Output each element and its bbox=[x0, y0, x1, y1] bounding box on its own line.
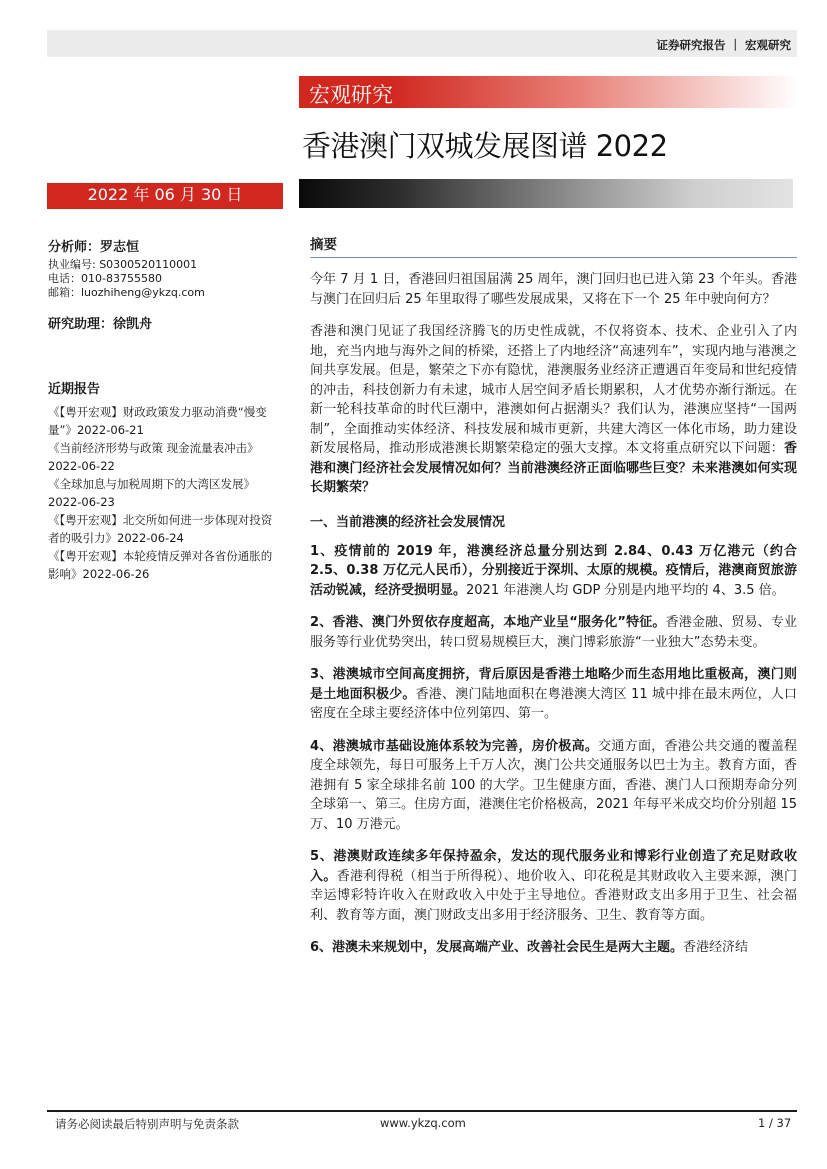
recent-report-item[interactable]: 《全球加息与加税周期下的大湾区发展》2022-06-23 bbox=[48, 477, 255, 509]
finding-text: 香港利得税（相当于所得税）、地价收入、印花税是其财政收入主要来源，澳门幸运博彩特许收入在财政收入中处于主导地位。香港财政支出多用于卫生、社会福利、教育等方面，澳门财政支出多用于经济服务、卫生、教育等方面。 bbox=[310, 868, 797, 923]
sidebar bbox=[48, 236, 288, 583]
abstract-paragraph-2 bbox=[310, 322, 797, 498]
decorative-gradient-bar bbox=[299, 179, 793, 208]
page-number: 1 / 37 bbox=[758, 1116, 792, 1130]
recent-report-item[interactable]: 《【粤开宏观】北交所如何进一步体现对投资者的吸引力》2022-06-24 bbox=[48, 513, 273, 545]
finding-headline: 2、香港、澳门外贸依存度超高，本地产业呈“服务化”特征。 bbox=[310, 615, 666, 630]
section-heading: 一、当前港澳的经济社会发展情况 bbox=[310, 514, 506, 530]
finding-text: 香港经济结 bbox=[683, 940, 749, 955]
analyst-cert: 执业编号: S0300520110001 bbox=[48, 258, 198, 271]
analyst-email[interactable]: 邮箱：luozhiheng@ykzq.com bbox=[48, 286, 205, 299]
analyst-name: 分析师：罗志恒 bbox=[48, 240, 140, 255]
finding-headline: 4、港澳城市基础设施体系较为完善，房价极高。 bbox=[310, 738, 599, 754]
finding-item bbox=[310, 613, 797, 652]
recent-report-item[interactable]: 《【粤开宏观】本轮疫情反弹对各省份通胀的影响》2022-06-26 bbox=[48, 549, 273, 581]
finding-text: 香港金融、贸易、专业服务等行业优势突出，转口贸易规模巨大，澳门博彩旅游“一业独大”态势未变。 bbox=[310, 615, 797, 650]
footer-divider bbox=[47, 1110, 797, 1112]
header-bar bbox=[47, 30, 797, 57]
finding-item bbox=[310, 847, 797, 925]
paragraph-text: 香港和澳门见证了我国经济腾飞的历史性成就，不仅将资本、技术、企业引入了内地，充当内地与海外之间的桥梁，还搭上了内地经济“高速列车”，实现内地与港澳之间共享发展。但是，繁荣之下亦有隐忧，港澳服务业经济正遭遇百年变局和世纪疫情的冲击，科技创新力有未逮，城市人居空间矛盾长期累积，人才优势亦渐行渐远。在新一轮科技革命的时代巨潮中，港澳如何占据潮头？我们认为，港澳应坚持“一国两制”，全面推动实体经济、科技发展和城市更新，共建大湾区一体化市场，助力建设新发展格局，推动形成港澳长期繁荣稳定的强大支撑。本文将重点研究以下问题： bbox=[310, 324, 797, 456]
recent-report-item[interactable]: 《当前经济形势与政策 现金流量表冲击》2022-06-22 bbox=[48, 441, 259, 473]
finding-text: 香港、澳门陆地面积在粤港澳大湾区 11 城中排在最末两位，人口密度在全球主要经济体中位列第四、第一。 bbox=[310, 686, 797, 721]
abstract-divider bbox=[310, 257, 797, 258]
report-date: 2022 年 06 月 30 日 bbox=[47, 183, 283, 207]
main-content bbox=[310, 233, 797, 971]
finding-text: 2021 年港澳人均 GDP 分别是内地平均的 4、3.5 倍。 bbox=[466, 582, 785, 598]
recent-reports-list bbox=[48, 403, 280, 583]
finding-headline: 5、港澳财政连续多年保持盈余，发达的现代服务业和博彩行业创造了充足财政收入。 bbox=[310, 849, 797, 884]
abstract-paragraph-1: 今年 7 月 1 日，香港回归祖国届满 25 周年，澳门回归也已进入第 23 个年头。香港与澳门在回归后 25 年里取得了哪些发展成果，又将在下一个 25 年中驶向何方？ bbox=[310, 272, 797, 307]
research-assistant: 研究助理：徐凯舟 bbox=[48, 317, 153, 332]
document-title: 香港澳门双城发展图谱 2022 bbox=[302, 129, 668, 163]
finding-item bbox=[310, 737, 797, 835]
finding-text: 交通方面，香港公共交通的覆盖程度全球领先，每日可服务上千万人次，澳门公共交通服务以巴士为主。教育方面，香港拥有 5 家全球排名前 100 的大学。卫生健康方面，香港、澳门人口预期寿命分列全球第一、第三。住房方面，港澳住宅价格极高，2021 年每平米成交均价分别超 15 万、10 万港元。 bbox=[310, 738, 797, 832]
finding-item bbox=[310, 542, 797, 601]
section-label: 宏观研究 bbox=[309, 83, 393, 107]
finding-item bbox=[310, 665, 797, 724]
footer-website[interactable]: www.ykzq.com bbox=[380, 1116, 466, 1130]
finding-headline: 3、港澳城市空间高度拥挤，背后原因是香港土地略少而生态用地比重极高，澳门则是土地面积极少。 bbox=[310, 667, 797, 702]
recent-report-item[interactable]: 《【粤开宏观】财政政策发力驱动消费“慢变量”》2022-06-21 bbox=[48, 405, 267, 437]
finding-headline: 6、港澳未来规划中，发展高端产业、改善社会民生是两大主题。 bbox=[310, 940, 684, 955]
finding-headline: 1、疫情前的 2019 年，港澳经济总量分别达到 2.84、0.43 万亿港元（约合 2.5、0.38 万亿元人民币），分别接近于深圳、太原的规模。疫情后，港澳商贸旅游活动锐减，经济受损明显。 bbox=[310, 543, 797, 598]
abstract-heading: 摘要 bbox=[310, 237, 337, 253]
recent-reports-title: 近期报告 bbox=[48, 382, 101, 397]
report-category: 证券研究报告 ｜ 宏观研究 bbox=[656, 38, 791, 52]
key-questions: 香港和澳门经济社会发展情况如何？当前港澳经济正面临哪些巨变？未来港澳如何实现长期繁荣？ bbox=[310, 441, 797, 495]
analyst-phone: 电话：010-83755580 bbox=[48, 272, 162, 285]
finding-item bbox=[310, 938, 797, 958]
section-label-banner bbox=[299, 76, 799, 108]
date-underline bbox=[47, 207, 283, 209]
footer-disclaimer[interactable]: 请务必阅读最后特别声明与免责条款 bbox=[55, 1117, 239, 1131]
